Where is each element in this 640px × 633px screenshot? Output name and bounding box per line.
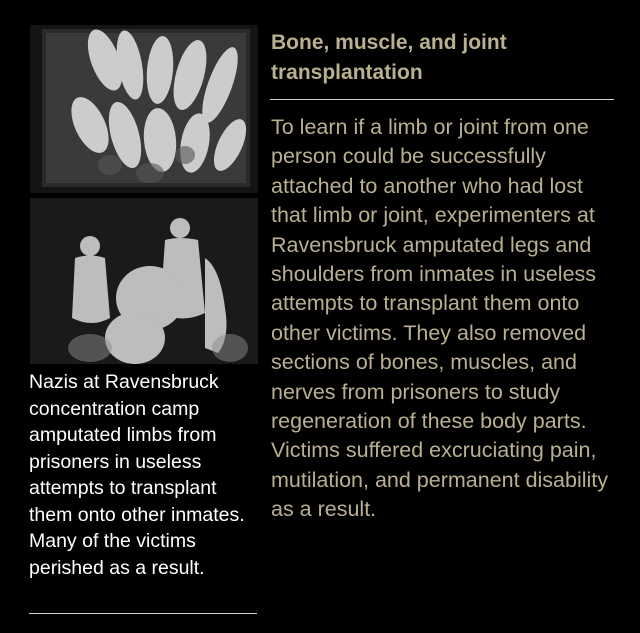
archival-photo-top [30, 25, 258, 193]
heading-divider [270, 99, 614, 100]
section-heading: Bone, muscle, and joint transplantation [271, 31, 507, 84]
caption-divider [29, 613, 257, 614]
archival-photo-bottom [30, 198, 258, 364]
section-body: To learn if a limb or joint from one person could be successfully attached to another who had lost that limb or joint, experimenters at Ravensbruck amputated legs and shoulders from inmates in useless attempts to transplant them onto other victims. They also removed sections of bones, muscles, and nerves from prisoners to study regeneration of these body parts. Victims suffered excruciating pain, mutilation, and permanent disability as a result. [271, 115, 609, 522]
photo-caption: Nazis at Ravensbruck concentration camp amputated limbs from prisoners in useless attempts to transplant them onto other inmates. Many of the victims perished as a result. [29, 371, 245, 579]
